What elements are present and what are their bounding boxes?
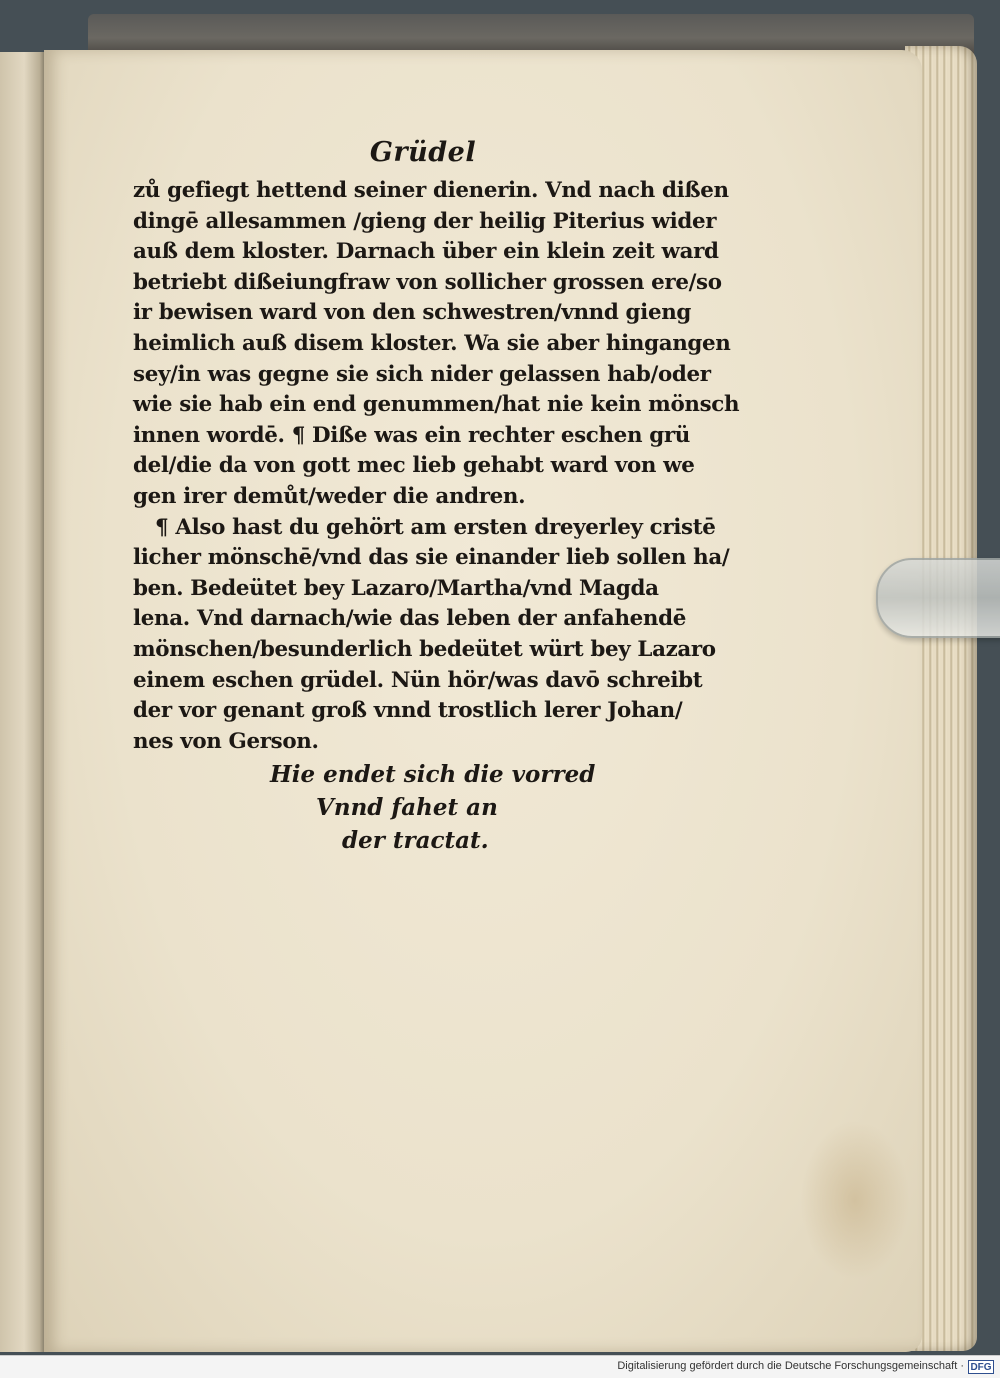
text-line: sey/in was gegne sie sich nider gelassen hab/oder xyxy=(133,361,711,387)
text-line: heimlich auß disem kloster. Wa sie aber hingangen xyxy=(133,330,731,356)
text-line: wie sie hab ein end genummen/hat nie kein mönsch xyxy=(133,392,740,418)
colophon-line: Vnnd fahet an xyxy=(316,794,498,821)
text-line: gen irer demůt/weder die andren. xyxy=(133,483,526,509)
running-header: Grüdel xyxy=(369,137,477,168)
dfg-logo-icon: DFG xyxy=(968,1360,994,1374)
text-line: auß dem kloster. Darnach über ein klein zeit ward xyxy=(133,239,719,265)
facing-page-edge xyxy=(0,52,44,1352)
text-line: innen wordē. ¶ Diße was ein rechter eschen grü xyxy=(133,422,690,448)
page-clip xyxy=(876,558,1000,638)
text-line: mönschen/besunderlich bedeütet würt bey Lazaro xyxy=(133,636,716,662)
text-line: del/die da von gott mec lieb gehabt ward von we xyxy=(133,453,695,479)
text-line: dingē allesammen /gieng der heilig Piterius wider xyxy=(133,208,717,234)
page-text-block xyxy=(133,136,740,757)
funding-notice: Digitalisierung gefördert durch die Deutsche Forschungsgemeinschaft · xyxy=(617,1360,964,1372)
text-line: der vor genant groß vnnd trostlich lerer Johan/ xyxy=(133,698,683,724)
colophon-line: Hie endet sich die vorred xyxy=(270,761,596,788)
text-line: nes von Gerson. xyxy=(133,728,319,754)
text-line: betriebt dißeiungfraw von sollicher grossen ere/so xyxy=(133,269,722,295)
book-cover-edge xyxy=(88,14,974,54)
text-line: einem eschen grüdel. Nün hör/was davō schreibt xyxy=(133,667,703,693)
text-line: ben. Bedeütet bey Lazaro/Martha/vnd Magda xyxy=(133,575,659,601)
text-line: lena. Vnd darnach/wie das leben der anfahendē xyxy=(133,606,686,632)
paper-stain xyxy=(800,1120,910,1280)
text-line: zů gefiegt hettend seiner dienerin. Vnd nach dißen xyxy=(133,178,729,203)
colophon xyxy=(270,758,596,857)
footer-bar xyxy=(0,1355,1000,1378)
text-line: ¶ Also hast du gehört am ersten dreyerley cristē xyxy=(155,514,716,540)
text-line: licher mönschē/vnd das sie einander lieb sollen ha/ xyxy=(133,545,730,571)
text-line: ir bewisen ward von den schwestren/vnnd gieng xyxy=(133,300,692,326)
colophon-line: der tractat. xyxy=(342,827,489,854)
